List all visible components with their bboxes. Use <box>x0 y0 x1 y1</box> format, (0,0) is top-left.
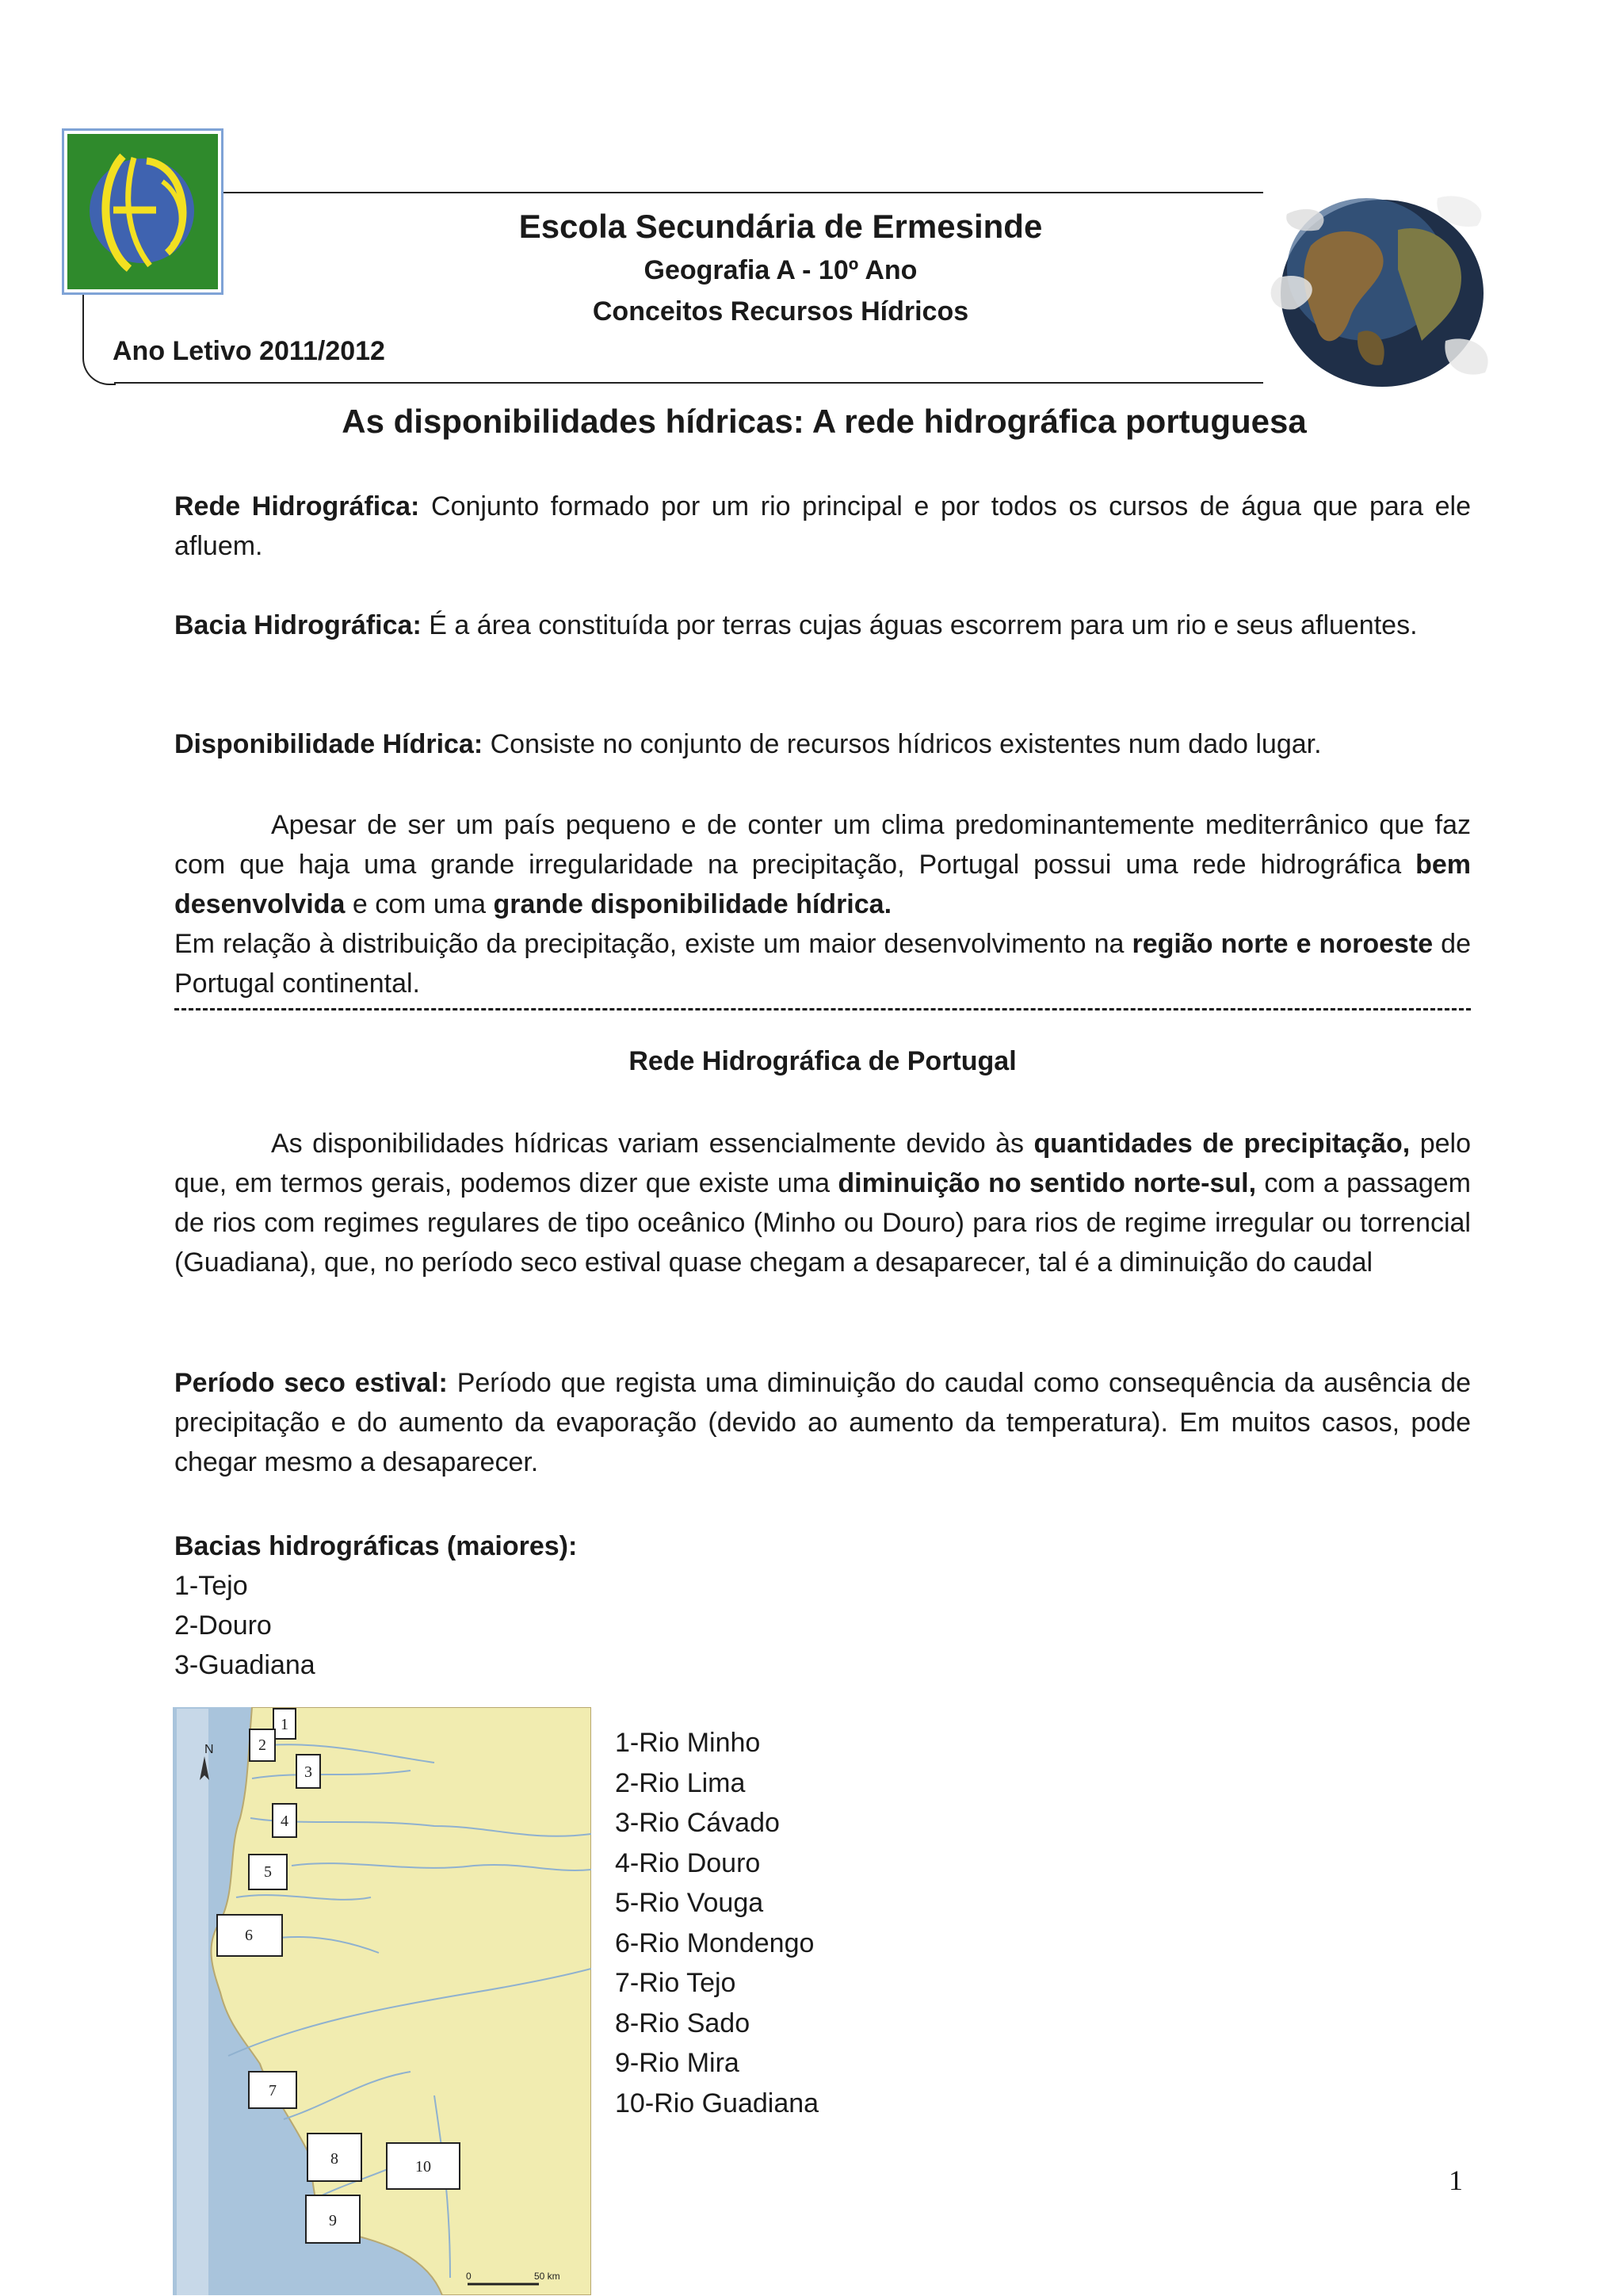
definition-disponibilidade <box>174 724 1471 764</box>
map-margin <box>177 1709 208 2295</box>
dashed-separator <box>174 1008 1471 1010</box>
header-rule-top <box>223 192 1263 193</box>
school-year: Ano Letivo 2011/2012 <box>113 336 385 366</box>
logo-background <box>67 134 218 289</box>
list-item: 6-Rio Mondengo <box>615 1927 815 1958</box>
list-item: 1-Rio Minho <box>615 1728 761 1758</box>
definition-text: Conjunto formado por um rio principal e por todos os cursos de água que para ele afluem. <box>174 491 1471 561</box>
definition-bacia <box>174 606 1471 645</box>
map-label: 10 <box>415 2158 431 2176</box>
hydrographic-map <box>173 1707 591 2295</box>
rivers-list <box>615 1723 819 2123</box>
list-item: 8-Rio Sado <box>615 2008 750 2038</box>
definition-term: Bacia Hidrográfica: <box>174 610 422 640</box>
school-name: Escola Secundária de Ermesinde <box>518 208 1043 245</box>
map-label: 4 <box>281 1813 288 1830</box>
map-label: 3 <box>304 1763 312 1781</box>
page-number: 1 <box>1449 2164 1463 2196</box>
bacias-list <box>174 1526 577 1685</box>
list-item: 4-Rio Douro <box>615 1847 761 1878</box>
section-paragraph: As disponibilidades hídricas variam essencialmente devido às quantidades de precipitação, pelo que, em termos gerais, podemos dizer que existe uma diminuição no sentido norte-sul, com a passagem de rios com regimes regulares de tipo oceânico (Minho ou Douro) para rios de regime irregular ou torrencial (Guadiana), que, no período seco estival quase chegam a desaparecer, tal é a diminuição do caudal <box>174 1129 1471 1278</box>
definition-periodo <box>174 1363 1471 1482</box>
intro-paragraph-2: Em relação à distribuição da precipitação, existe um maior desenvolvimento na região norte e noroeste de Portugal continental. <box>174 929 1472 999</box>
definition-text: É a área constituída por terras cujas águas escorrem para um rio e seus afluentes. <box>421 610 1418 640</box>
list-item: 9-Rio Mira <box>615 2048 739 2078</box>
school-logo <box>62 128 223 295</box>
definition-term: Rede Hidrográfica: <box>174 491 420 521</box>
definition-text: Período que regista uma diminuição do caudal como consequência da ausência de precipitação e do aumento da evaporação (devido ao aumento da temperatura). Em muitos casos, pode chegar mesmo a desaparecer. <box>174 1368 1471 1477</box>
logo-emblem-icon <box>67 134 216 288</box>
list-item: 1-Tejo <box>174 1571 248 1601</box>
svg-text:50 km: 50 km <box>534 2271 560 2282</box>
globe-icon <box>1263 182 1501 390</box>
list-item: 2-Douro <box>174 1610 272 1641</box>
map-label: 6 <box>245 1927 253 1944</box>
svg-text:0: 0 <box>466 2271 472 2282</box>
bacias-heading: Bacias hidrográficas (maiores): <box>174 1531 578 1561</box>
list-item: 5-Rio Vouga <box>615 1888 764 1918</box>
definition-term: Disponibilidade Hídrica: <box>174 729 483 759</box>
list-item: 10-Rio Guadiana <box>615 2088 819 2118</box>
page-title: As disponibilidades hídricas: A rede hidrográfica portuguesa <box>342 403 1307 440</box>
map-label: 7 <box>269 2082 277 2099</box>
list-item: 3-Rio Cávado <box>615 1808 780 1838</box>
definition-text: Consiste no conjunto de recursos hídricos existentes num dado lugar. <box>483 729 1322 759</box>
definition-rede <box>174 487 1471 566</box>
section-title: Rede Hidrográfica de Portugal <box>628 1046 1017 1076</box>
list-item: 7-Rio Tejo <box>615 1968 736 1998</box>
definition-term: Período seco estival: <box>174 1368 448 1398</box>
intro-paragraph: Apesar de ser um país pequeno e de conter um clima predominantemente mediterrânico que faz com que haja uma grande irregularidade na precipitação, Portugal possui uma rede hidrográfica bem desenvolvida e com uma grande disponibilidade hídrica. <box>174 810 1471 919</box>
topic-label: Conceitos Recursos Hídricos <box>592 296 969 327</box>
map-label: 9 <box>329 2212 337 2229</box>
header-rule-bottom <box>114 382 1263 384</box>
list-item: 3-Guadiana <box>174 1650 315 1680</box>
map-label: 1 <box>281 1716 288 1733</box>
map-label: 2 <box>258 1736 266 1754</box>
subject-label: Geografia A - 10º Ano <box>643 255 918 285</box>
map-label: 8 <box>330 2150 338 2168</box>
map-label: 5 <box>264 1863 272 1881</box>
map-north-label: N <box>204 1743 214 1756</box>
list-item: 2-Rio Lima <box>615 1767 746 1798</box>
header-rule-corner <box>82 295 116 385</box>
